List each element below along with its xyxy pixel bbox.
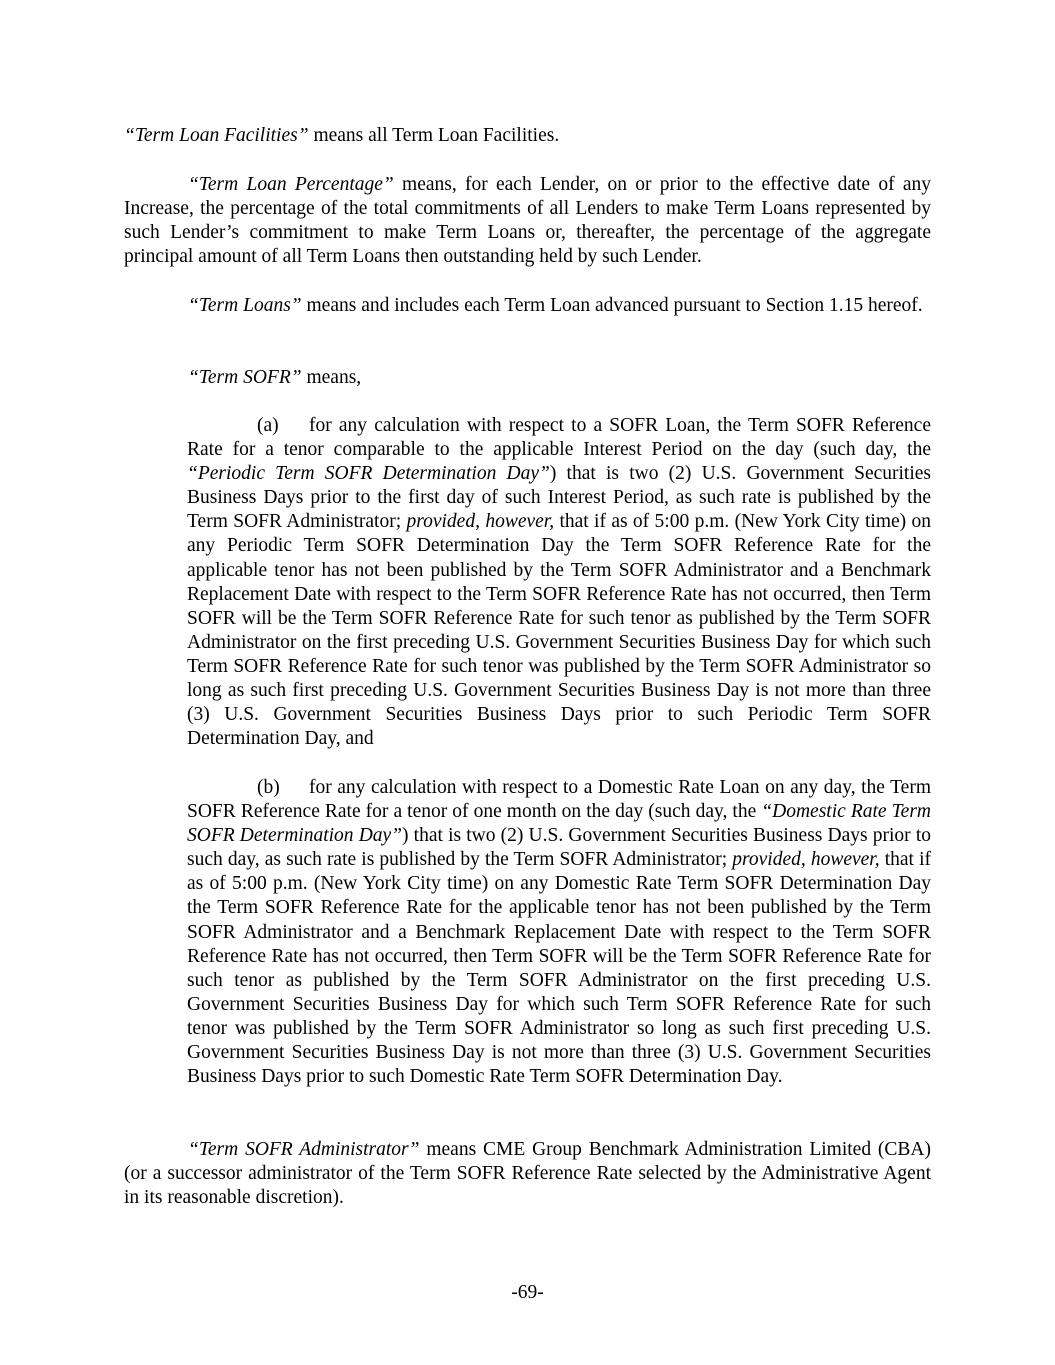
defined-term: “Periodic Term SOFR Determination Day” [187, 463, 550, 485]
definition-term-sofr-administrator [124, 1138, 931, 1210]
definition-text: means and includes each Term Loan advanced pursuant to Section 1.15 hereof. [301, 295, 923, 316]
clause-marker: (b) [257, 777, 280, 798]
defined-term: “Term Loan Facilities” [124, 125, 309, 146]
definition-text: means all Term Loan Facilities. [308, 125, 560, 146]
definition-text: means, for each Lender, on or prior to the effective date of any Increase, the percentage of the total commitments of all Lenders to make Term Loans represented by such Lender’s commitment to make Term Loans or, thereafter, the percentage of the aggregate principal amount of all Term Loans then outstanding held by such Lender. [124, 174, 932, 268]
clause-marker: (a) [257, 415, 279, 436]
defined-term: “Term SOFR Administrator” [188, 1139, 420, 1160]
definition-term-sofr [124, 366, 931, 390]
clause-b [187, 776, 931, 1089]
defined-term: “Term Loan Percentage” [188, 174, 394, 195]
proviso: provided, however, [732, 849, 880, 871]
clause-text: ) that is two (2) U.S. Government Securities Business Days prior to such day, as such rate is published by the Term SOFR Administrator; [187, 825, 931, 871]
page-number: -69- [511, 1282, 544, 1303]
clause-text: that if as of 5:00 p.m. (New York City time) on any Periodic Term SOFR Determination Day the Term SOFR Reference Rate for the applicable tenor has not been published by the Term SOFR Administrator and a Benchmark Replacement Date with respect to the Term SOFR Reference Rate has not occurred, then Term SOFR will be the Term SOFR Reference Rate for such tenor as published by the Term SOFR Administrator on the first preceding U.S. Government Securities Business Day for which such Term SOFR Reference Rate for such tenor was published by the Term SOFR Administrator so long as such first preceding U.S. Government Securities Business Day is not more than three (3) U.S. Government Securities Business Days prior to such Periodic Term SOFR Determination Day, and [187, 511, 932, 750]
definition-term-loan-facilities [124, 124, 931, 148]
definition-term-loans [124, 294, 931, 318]
clause-a [187, 414, 931, 751]
definition-text: means, [301, 367, 362, 388]
definition-term-loan-percentage [124, 173, 931, 269]
proviso: provided, however, [406, 511, 555, 533]
clause-text: for any calculation with respect to a SOFR Loan, the Term SOFR Reference Rate for a tenor comparable to the applicable Interest Period on the day (such day, the [187, 415, 931, 461]
clause-text: ) that is two (2) U.S. Government Securities Business Days prior to the first day of such Interest Period, as such rate is published by the Term SOFR Administrator; [187, 463, 931, 533]
clause-text: that if as of 5:00 p.m. (New York City time) on any Domestic Rate Term SOFR Determination Day the Term SOFR Reference Rate for the applicable tenor has not been published by the Term SOFR Administrator and a Benchmark Replacement Date with respect to the Term SOFR Reference Rate has not occurred, then Term SOFR will be the Term SOFR Reference Rate for such tenor as published by the Term SOFR Administrator on the first preceding U.S. Government Securities Business Day for which such Term SOFR Reference Rate for such tenor was published by the Term SOFR Administrator so long as such first preceding U.S. Government Securities Business Day is not more than three (3) U.S. Government Securities Business Days prior to such Domestic Rate Term SOFR Determination Day. [187, 849, 931, 1088]
defined-term: “Term Loans” [188, 295, 302, 316]
clause-text: for any calculation with respect to a Domestic Rate Loan on any day, the Term SOFR Reference Rate for a tenor of one month on the day (such day, the [187, 777, 931, 823]
defined-term: “Term SOFR” [188, 367, 302, 388]
defined-term: “Domestic Rate Term SOFR Determination Day” [187, 801, 932, 847]
definition-text: means CME Group Benchmark Administration Limited (CBA) (or a successor administrator of the Term SOFR Reference Rate selected by the Administrative Agent in its reasonable discretion). [124, 1139, 931, 1209]
